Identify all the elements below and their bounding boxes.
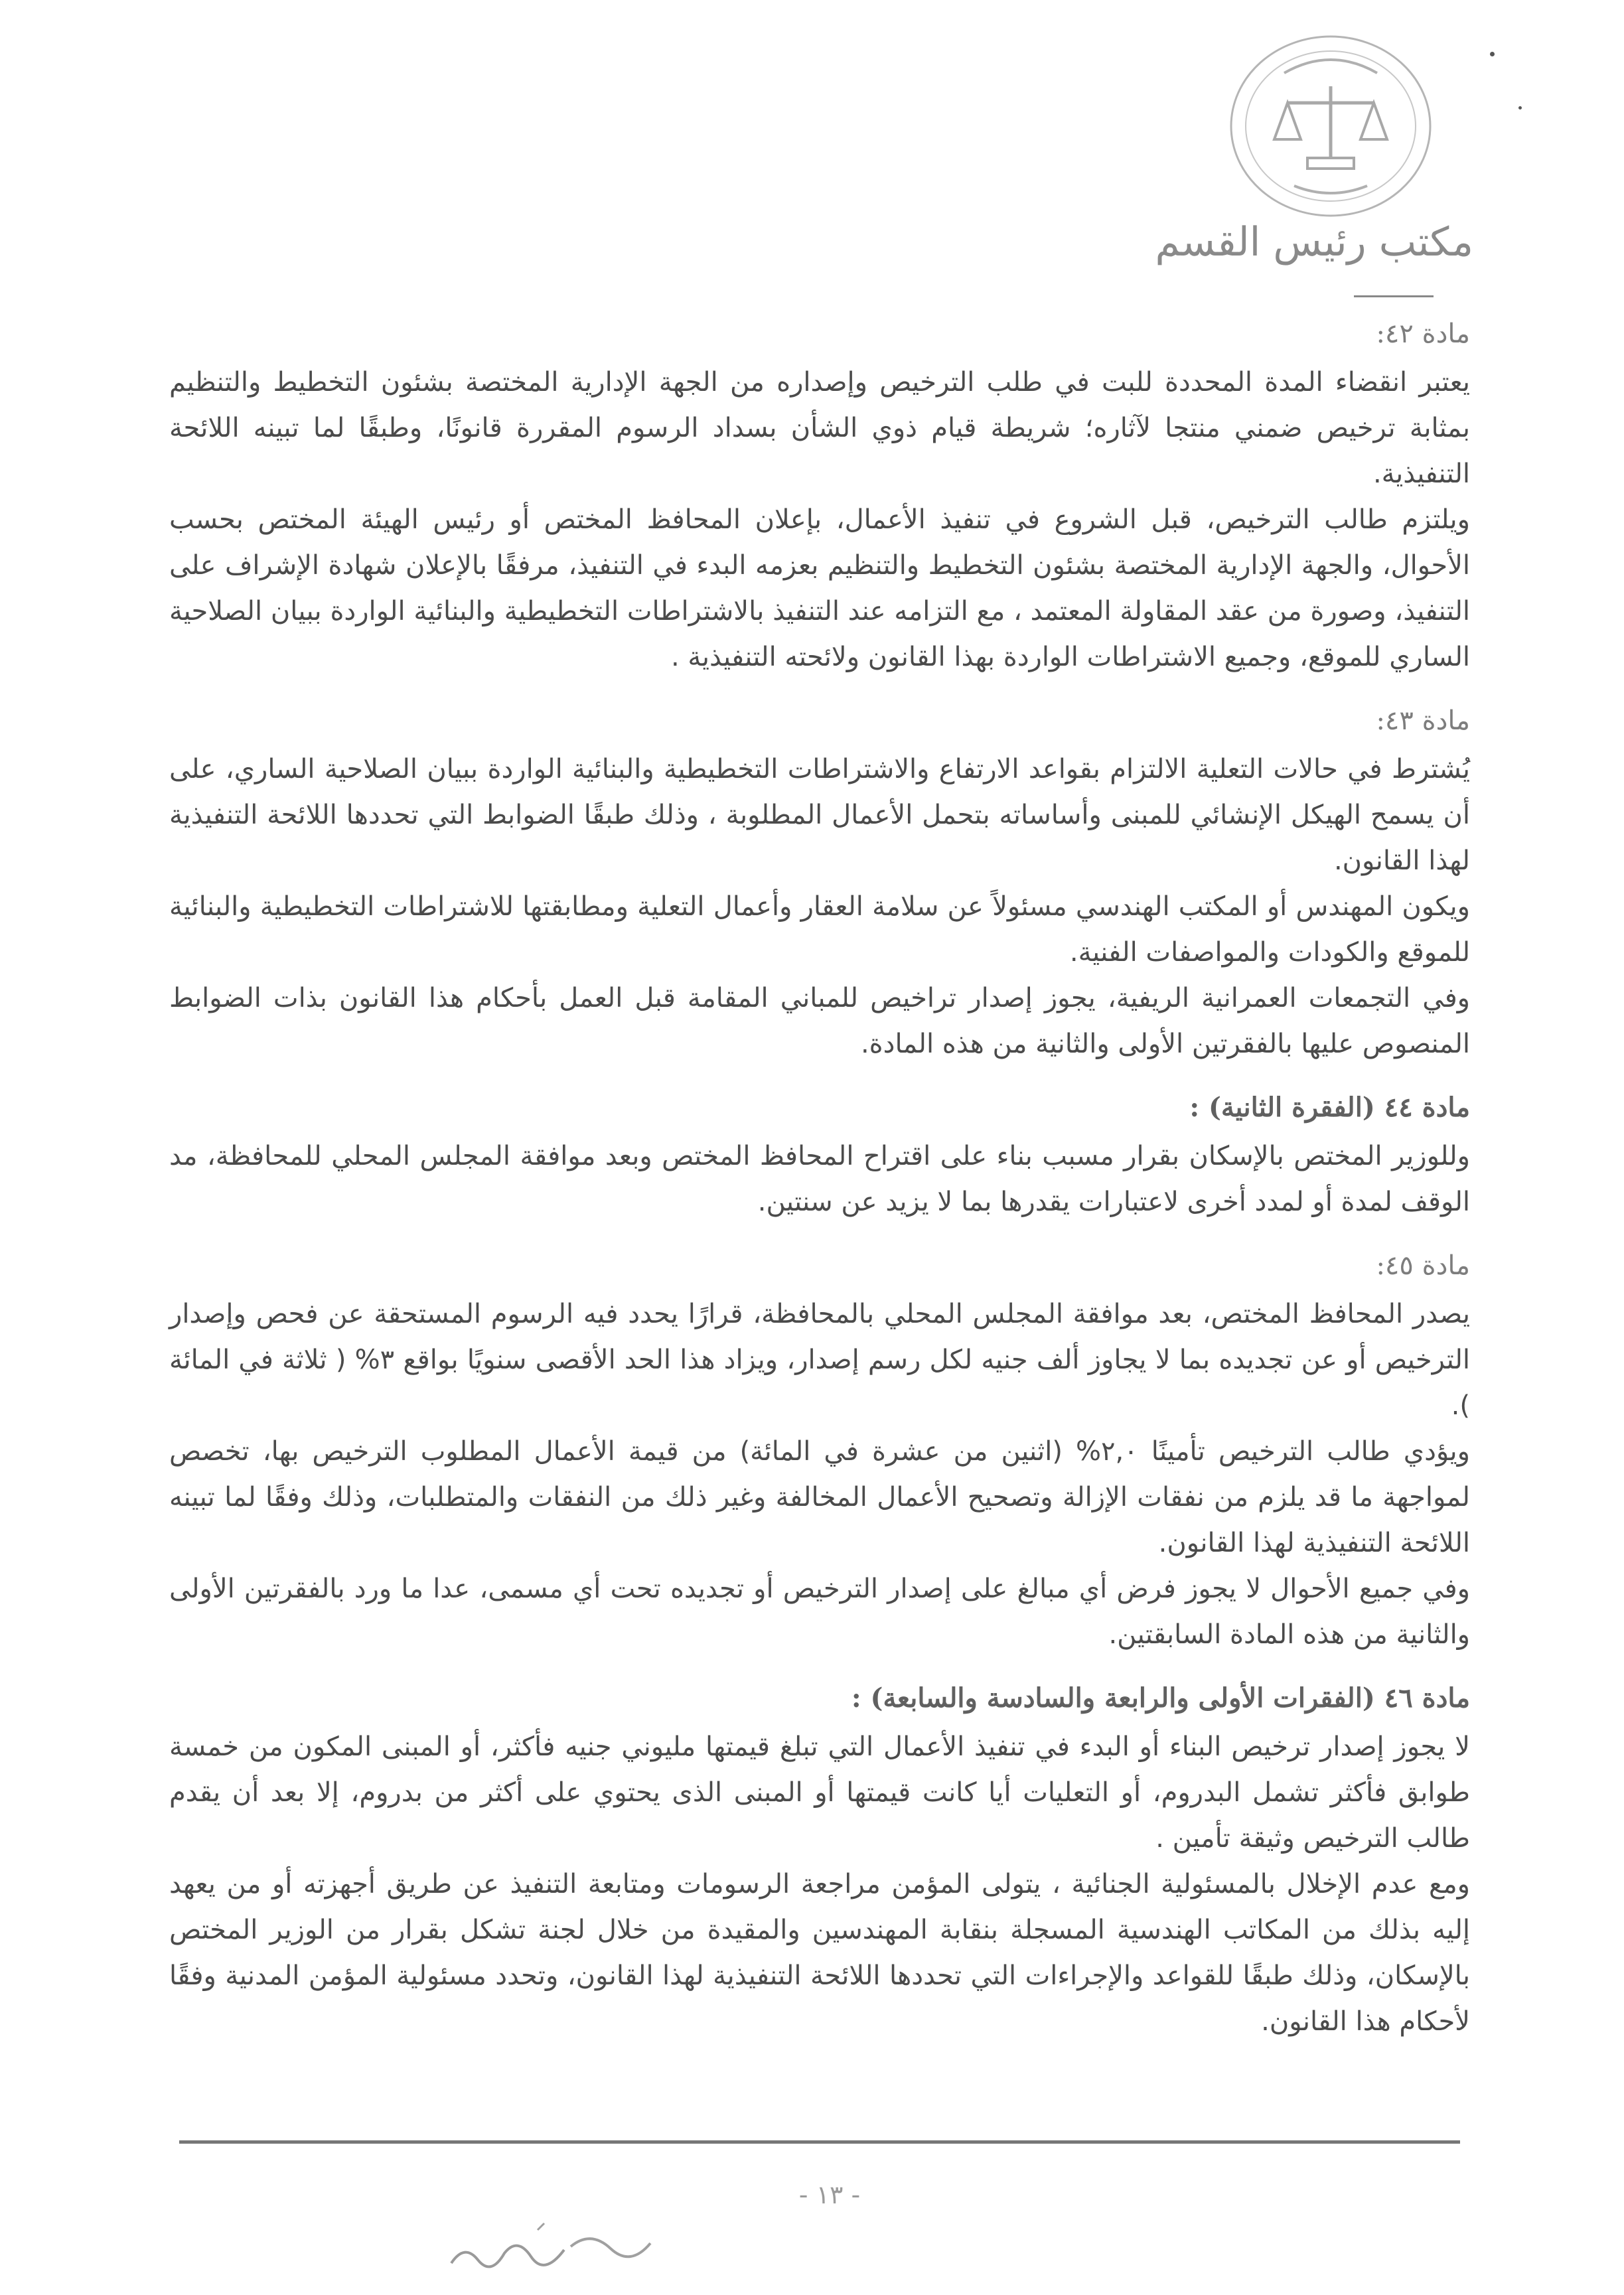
handwritten-signature [438, 2190, 664, 2283]
article-title: مادة ٤٢: [1376, 319, 1470, 349]
article-paragraph: ويلتزم طالب الترخيص، قبل الشروع في تنفيذ الأعمال، بإعلان المحافظ المختص أو رئيس الهيئة المختص بحسب الأحوال، والجهة الإدارية المختصة بشئون التخطيط والتنظيم بعزمه البدء في التنفيذ، مرفقًا بالإعلان شهادة الإشراف على التنفيذ، وصورة من عقد المقاولة المعتمد ، مع التزامه عند التنفيذ بالاشتراطات التخطيطية والبنائية الواردة ببيان الصلاحية الساري للموقع، وجميع الاشتراطات الواردة بهذا القانون ولائحته التنفيذية . [169, 504, 1470, 672]
article-paragraph: يصدر المحافظ المختص، بعد موافقة المجلس المحلي بالمحافظة، قرارًا يحدد فيه الرسوم المستحقة عن فحص وإصدار الترخيص أو عن تجديده بما لا يجاوز ألف جنيه لكل رسم إصدار، ويزاد هذا الحد الأقصى سنويًا بواقع ٣% ( ثلاثة في المائة ). [169, 1299, 1471, 1421]
article-paragraph: وفي جميع الأحوال لا يجوز فرض أي مبالغ على إصدار الترخيص أو تجديده تحت أي مسمى، عدا ما ورد بالفقرتين الأولى والثانية من هذه المادة السابقتين. [169, 1574, 1470, 1650]
article-paragraph: ويؤدي طالب الترخيص تأمينًا ٢,٠% (اثنين من عشرة في المائة) من قيمة الأعمال المطلوب الترخيص بها، تخصص لمواجهة ما قد يلزم من نفقات الإزالة وتصحيح الأعمال المخالفة وغير ذلك من النفقات والمتطلبات، وذلك وفقًا لما تبينه اللائحة التنفيذية لهذا القانون. [169, 1436, 1470, 1558]
article-paragraph: وللوزير المختص بالإسكان بقرار مسبب بناء على اقتراح المحافظ المختص وبعد موافقة المجلس المحلي للمحافظة، مد الوقف لمدة أو لمدد أخرى لاعتبارات يقدرها بما لا يزيد عن سنتين. [169, 1141, 1470, 1217]
article-paragraph: ويكون المهندس أو المكتب الهندسي مسئولاً عن سلامة العقار وأعمال التعلية ومطابقتها للاشتراطات التخطيطية والبنائية للموقع والكودات والمواصفات الفنية. [169, 891, 1470, 968]
document-body [169, 312, 1470, 2045]
article-paragraph: يعتبر انقضاء المدة المحددة للبت في طلب الترخيص وإصداره من الجهة الإدارية المختصة بشئون التخطيط والتنظيم بمثابة ترخيص ضمني منتجا لآثاره؛ شريطة قيام ذوي الشأن بسداد الرسوم المقررة قانونًا، وطبقًا لما تبينه اللائحة التنفيذية. [169, 367, 1470, 489]
article-paragraph: لا يجوز إصدار ترخيص البناء أو البدء في تنفيذ الأعمال التي تبلغ قيمتها مليوني جنيه فأكثر، أو المبنى المكون من خمسة طوابق فأكثر تشمل البدروم، أو التعليات أيا كانت قيمتها أو المبنى الذى يحتوي على أكثر من بدروم، إلا بعد أن يقدم طالب الترخيص وثيقة تأمين . [169, 1732, 1470, 1854]
article-title: مادة ٤٣: [1376, 705, 1470, 736]
article-paragraph: ومع عدم الإخلال بالمسئولية الجنائية ، يتولى المؤمن مراجعة الرسومات ومتابعة التنفيذ عن طريق أجهزته أو من يعهد إليه بذلك من المكاتب الهندسية المسجلة بنقابة المهندسين والمقيدة من خلال لجنة تشكل بقرار من الوزير المختص بالإسكان، وذلك طبقًا للقواعد والإجراءات التي تحددها اللائحة التنفيذية لهذا القانون، وتحدد مسئولية المؤمن المدنية وفقًا لأحكام هذا القانون. [169, 1869, 1470, 2037]
office-title: مكتب رئيس القسم [1155, 219, 1473, 265]
header-divider [1354, 295, 1434, 297]
article-title: مادة ٤٦ (الفقرات الأولى والرابعة والسادسة والسابعة) : [851, 1682, 1470, 1714]
footer-divider [179, 2140, 1460, 2144]
article-paragraph: وفي التجمعات العمرانية الريفية، يجوز إصدار تراخيص للمباني المقامة قبل العمل بأحكام هذا القانون بذات الضوابط المنصوص عليها بالفقرتين الأولى والثانية من هذه المادة. [169, 983, 1470, 1059]
scan-speck [1518, 106, 1522, 110]
article-paragraph: يُشترط في حالات التعلية الالتزام بقواعد الارتفاع والاشتراطات التخطيطية والبنائية الواردة ببيان الصلاحية الساري، على أن يسمح الهيكل الإنشائي للمبنى وأساساته بتحمل الأعمال المطلوبة ، وذلك طبقًا الضوابط التي تحددها اللائحة التنفيذية لهذا القانون. [169, 754, 1470, 876]
court-seal-icon [1221, 27, 1440, 226]
article-title: مادة ٤٥: [1376, 1250, 1470, 1281]
page-number: - ١٣ - [798, 2180, 861, 2209]
article-title: مادة ٤٤ (الفقرة الثانية) : [1189, 1092, 1470, 1123]
scan-speck [1490, 52, 1495, 56]
